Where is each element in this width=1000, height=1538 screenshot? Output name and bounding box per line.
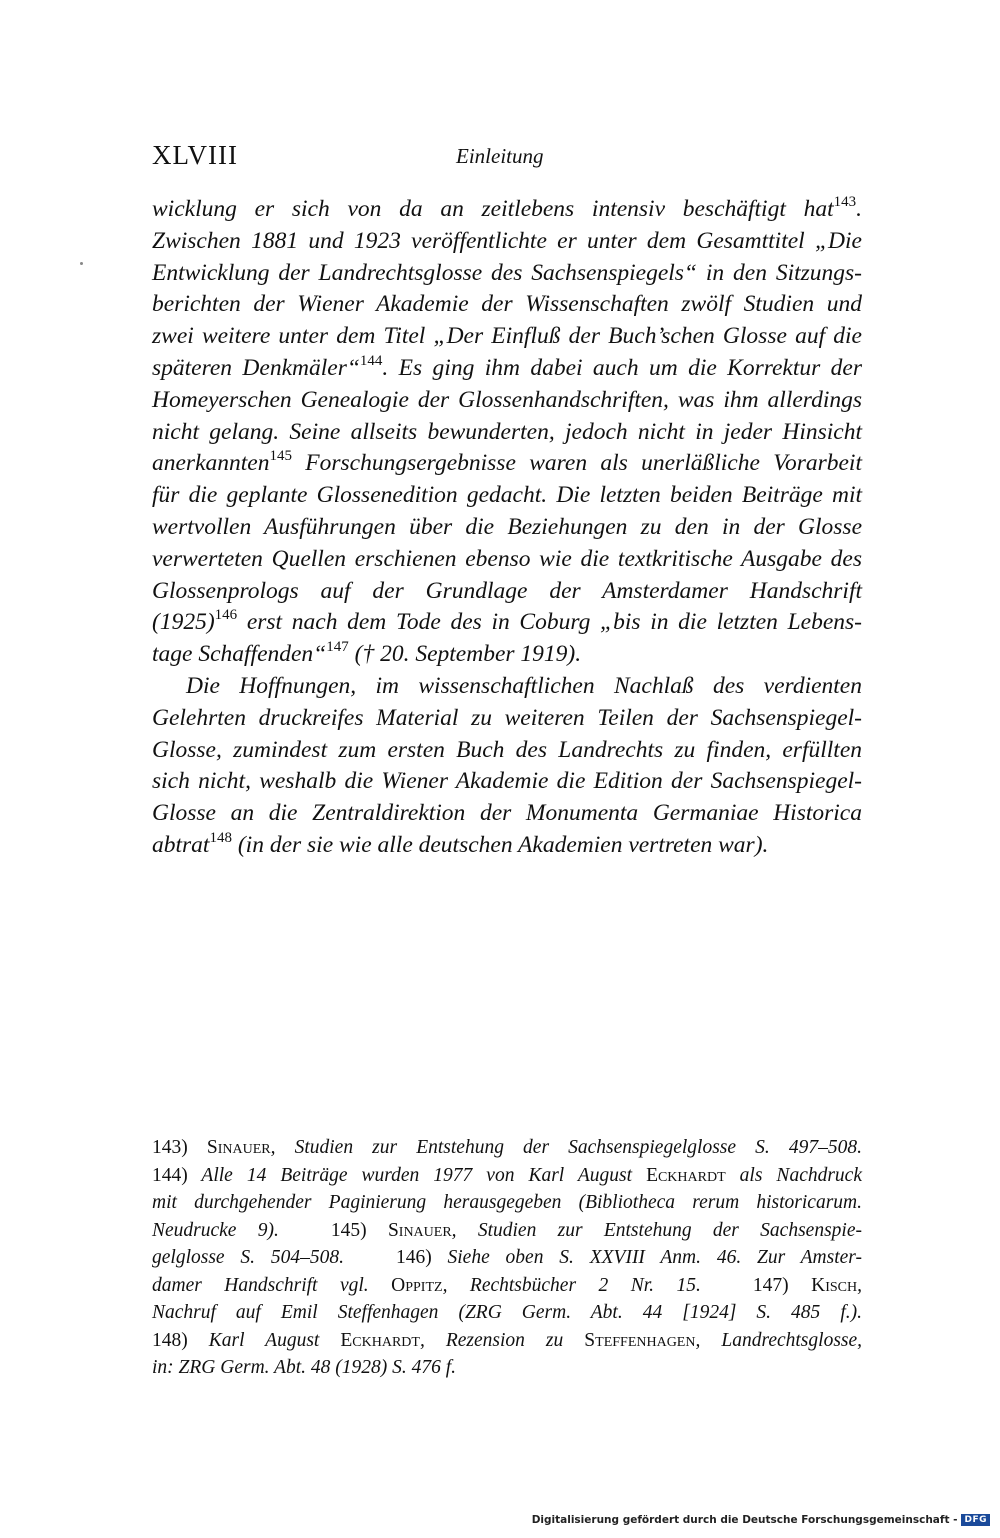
body-text-run: Glossenprologs auf der Grundlage der Amsterdamer Handschrift bbox=[152, 577, 862, 604]
body-line bbox=[152, 671, 862, 703]
footnote-text: damer Handschrift vgl. bbox=[152, 1274, 392, 1296]
footnote-text: Neudrucke 9). bbox=[152, 1219, 279, 1241]
body-line bbox=[152, 544, 862, 576]
page-header bbox=[152, 140, 862, 180]
footnote-text: mit durchgehender Paginierung herausgegeben (Bibliotheca rerum historicarum. bbox=[152, 1192, 862, 1213]
body-text-run: († 20. September 1919). bbox=[348, 641, 582, 668]
footnote-line bbox=[152, 1299, 862, 1327]
body-text-run: Glosse an die Zentraldirektion der Monumenta Germaniae Historica bbox=[152, 800, 862, 827]
footnote-text: als Nachdruck bbox=[725, 1164, 862, 1186]
body-text-run: Gelehrten druckreifes Material zu weiteren Teilen der Sachsenspiegel- bbox=[152, 704, 862, 731]
author-name: Eckhardt bbox=[646, 1164, 726, 1186]
scan-speck bbox=[80, 262, 83, 265]
footnote-ref: 145 bbox=[269, 448, 292, 465]
body-line bbox=[152, 512, 862, 544]
body-line bbox=[152, 830, 862, 862]
footnote-number-143: 143) bbox=[152, 1137, 188, 1158]
body-line bbox=[152, 385, 862, 417]
body-line bbox=[152, 576, 862, 608]
body-text-run: späteren Denkmäler“ bbox=[152, 354, 360, 381]
author-name: Steffenhagen bbox=[584, 1329, 696, 1351]
credit-text: Digitalisierung gefördert durch die Deutsche Forschungsgemeinschaft - bbox=[531, 1514, 958, 1526]
body-line bbox=[152, 258, 862, 290]
footnote-line bbox=[152, 1244, 862, 1272]
body-text-run: erst nach dem Tode des in Coburg „bis in die letzten Lebens- bbox=[237, 609, 862, 636]
footnote-text: gelglosse S. 504–508. bbox=[152, 1247, 344, 1268]
body-line bbox=[152, 798, 862, 830]
body-text-run: nicht gelang. Seine allseits bewunderten, jedoch nicht in jeder Hinsicht bbox=[152, 418, 862, 445]
digitization-credit bbox=[532, 1514, 990, 1526]
body-line bbox=[152, 735, 862, 767]
footnote-text: , Landrechtsglosse, bbox=[695, 1329, 863, 1351]
footnote-text: , Rezension zu bbox=[419, 1329, 585, 1351]
footnotes bbox=[152, 1134, 862, 1382]
footnote-number-145: 145) bbox=[330, 1219, 367, 1241]
body-text-run: Homeyerschen Genealogie der Glossenhandschriften, was ihm allerdings bbox=[152, 386, 862, 413]
footnote-line: damer Handschrift vgl. Oppitz, Rechtsbücher 2 Nr. 15. 147) Kisch, bbox=[152, 1274, 863, 1296]
footnote-text: Siehe oben S. XXVIII Anm. 46. Zur Amster- bbox=[447, 1247, 862, 1268]
body-text-run: Zwischen 1881 und 1923 veröffentlichte er unter dem Gesamttitel „Die bbox=[152, 227, 862, 254]
body-line bbox=[152, 353, 862, 385]
running-title: Einleitung bbox=[456, 144, 544, 168]
body-text-run: Forschungsergebnisse waren als unerläßliche Vorarbeit bbox=[291, 450, 862, 477]
body-text-run: . Es ging ihm dabei auch um die Korrektur der bbox=[382, 354, 862, 381]
page-number: XLVIII bbox=[152, 140, 238, 170]
body-text-run: sich nicht, weshalb die Wiener Akademie die Edition der Sachsenspiegel- bbox=[152, 768, 862, 795]
body-text-run: zwei weitere unter dem Titel „Der Einfluß der Buch’schen Glosse auf die bbox=[152, 323, 862, 350]
footnote-ref: 147 bbox=[326, 639, 349, 656]
body-text-run: Die Hoffnungen, im wissenschaftlichen Nachlaß des verdienten bbox=[186, 672, 862, 699]
footnote-line bbox=[152, 1162, 862, 1190]
body-line bbox=[152, 417, 862, 449]
author-name: Kisch bbox=[811, 1274, 858, 1296]
footnote-text: , Studien zur Entstehung der Sachsenspie- bbox=[451, 1219, 862, 1241]
body-text-run: tage Schaffenden“ bbox=[152, 641, 327, 668]
body-line bbox=[152, 607, 862, 639]
body-text-run: verwerteten Quellen erschienen ebenso wie die textkritische Ausgabe des bbox=[152, 545, 862, 572]
body-text-run: abtrat bbox=[152, 831, 210, 858]
body-text-run: wertvollen Ausführungen über die Beziehungen zu den in der Glosse bbox=[152, 513, 862, 540]
body-text-run: Glosse, zumindest zum ersten Buch des Landrechts zu finden, erfüllten bbox=[152, 736, 862, 763]
footnote-line bbox=[152, 1354, 862, 1382]
author-name: Sinauer bbox=[206, 1137, 271, 1158]
footnote-line bbox=[152, 1134, 862, 1162]
footnote-text: Alle 14 Beiträge wurden 1977 von Karl August bbox=[201, 1164, 647, 1186]
body-text bbox=[152, 194, 862, 862]
footnote-line bbox=[152, 1189, 862, 1217]
body-line bbox=[152, 480, 862, 512]
body-text-run: anerkannten bbox=[152, 450, 270, 477]
body-text-run: Entwicklung der Landrechtsglosse des Sachsenspiegels“ in den Sitzungs- bbox=[152, 259, 862, 286]
author-name: Sinauer bbox=[387, 1219, 452, 1241]
body-text-run: für die geplante Glossenedition gedacht. Die letzten beiden Beiträge mit bbox=[152, 482, 862, 509]
footnote-text: , Studien zur Entstehung der Sachsenspiegelglosse S. 497–508. bbox=[270, 1137, 862, 1158]
footnote-ref: 143 bbox=[833, 194, 857, 210]
body-line bbox=[152, 639, 862, 671]
body-text-run: wicklung er sich von da an zeitlebens intensiv beschäftigt hat bbox=[152, 196, 834, 222]
body-line bbox=[152, 321, 862, 353]
body-text-run: (in der sie wie alle deutschen Akademien vertreten war). bbox=[231, 831, 769, 858]
body-line bbox=[152, 448, 862, 480]
footnote-number-146: 146) bbox=[395, 1247, 432, 1268]
body-text-run: berichten der Wiener Akademie der Wissenschaften zwölf Studien und bbox=[152, 291, 862, 318]
footnote-number-147: 147) bbox=[752, 1274, 789, 1296]
footnote-line bbox=[152, 1327, 862, 1355]
body-text-run: . bbox=[856, 196, 862, 222]
footnote-line bbox=[152, 1217, 862, 1245]
footnote-text: , Rechtsbücher 2 Nr. 15. bbox=[442, 1274, 701, 1296]
footnote-text: Nachruf auf Emil Steffenhagen (ZRG Germ. Abt. 44 [1924] S. 485 f.). bbox=[152, 1302, 862, 1323]
footnote-ref: 148 bbox=[209, 829, 232, 846]
body-line bbox=[152, 766, 862, 798]
author-name: Eckhardt bbox=[340, 1329, 420, 1351]
dfg-logo-icon: DFG bbox=[961, 1514, 990, 1526]
body-line bbox=[152, 194, 862, 226]
author-name: Oppitz bbox=[391, 1274, 443, 1296]
footnote-ref: 146 bbox=[214, 607, 238, 624]
footnote-text: Karl August bbox=[208, 1329, 341, 1351]
body-text-run: (1925) bbox=[152, 609, 215, 636]
footnote-number-144: 144) bbox=[152, 1164, 188, 1186]
footnote-text: in: ZRG Germ. Abt. 48 (1928) S. 476 f. bbox=[152, 1357, 457, 1378]
body-line bbox=[152, 703, 862, 735]
footnote-ref: 144 bbox=[359, 352, 383, 369]
body-line bbox=[152, 289, 862, 321]
footnote-number-148: 148) bbox=[152, 1329, 188, 1351]
body-line bbox=[152, 226, 862, 258]
